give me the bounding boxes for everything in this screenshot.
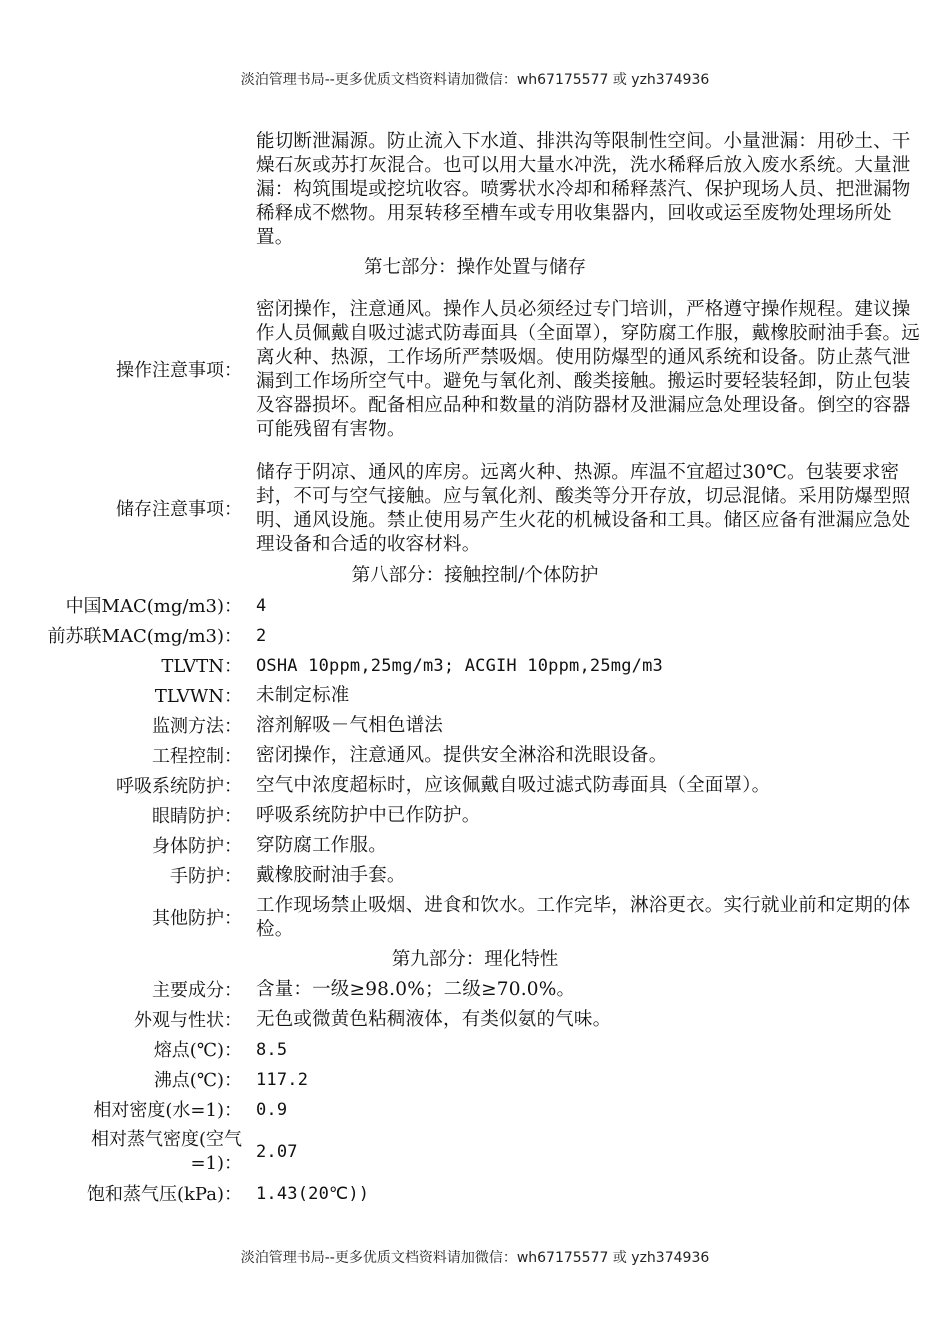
intro-row (0, 127, 950, 253)
row-label: 相对密度(水=1)： (93, 1099, 242, 1121)
property-row (0, 891, 950, 945)
section9-title: 第九部分：理化特性 (391, 949, 559, 970)
row-label: 手防护： (170, 865, 242, 887)
row-label: 前苏联MAC(mg/m3)： (47, 625, 242, 647)
property-row (0, 1095, 950, 1125)
row-label: 中国MAC(mg/m3)： (65, 595, 242, 617)
property-row (0, 975, 950, 1005)
row-value: 2.07 (256, 1142, 298, 1162)
row-label: 呼吸系统防护： (116, 775, 242, 797)
row-label: TLVTN： (161, 655, 242, 677)
property-row (0, 681, 950, 711)
property-row (0, 1005, 950, 1035)
row-value: 含量：一级≥98.0%；二级≥70.0%。 (256, 979, 576, 1000)
storage-label: 储存注意事项： (116, 498, 242, 520)
row-label: 外观与性状： (134, 1009, 242, 1031)
property-row (0, 1035, 950, 1065)
row-value: 未制定标准 (256, 685, 350, 706)
property-row (0, 1065, 950, 1095)
property-row (0, 1125, 950, 1179)
row-value: OSHA 10ppm,25mg/m3; ACGIH 10ppm,25mg/m3 (256, 656, 663, 676)
row-label: 眼睛防护： (152, 805, 242, 827)
row-value: 溶剂解吸－气相色谱法 (256, 715, 444, 736)
row-label: 工程控制： (152, 745, 242, 767)
row-label: 其他防护： (152, 907, 242, 929)
operation-label: 操作注意事项： (116, 359, 242, 381)
row-label: 饱和蒸气压(kPa)： (87, 1183, 242, 1205)
property-row (0, 1179, 950, 1209)
row-label: 相对蒸气密度(空气=1)： (90, 1129, 242, 1174)
document-body (0, 127, 950, 1209)
property-row (0, 741, 950, 771)
page-footer: 淡泊管理书局--更多优质文档资料请加微信：wh67175577 或 yzh374936 (240, 1250, 710, 1266)
row-value: 无色或微黄色粘稠液体，有类似氨的气味。 (256, 1009, 612, 1030)
row-value: 空气中浓度超标时，应该佩戴自吸过滤式防毒面具（全面罩）。 (256, 775, 771, 796)
row-value: 密闭操作，注意通风。提供安全淋浴和洗眼设备。 (256, 745, 668, 766)
operation-text: 密闭操作，注意通风。操作人员必须经过专门培训，严格遵守操作规程。建议操作人员佩戴自吸过滤式防毒面具（全面罩），穿防腐工作服，戴橡胶耐油手套。远离火种、热源，工作场所严禁吸烟。使用防爆型的通风系统和设备。防止蒸气泄漏到工作场所空气中。避免与氧化剂、酸类接触。搬运时要轻装轻卸，防止包装及容器损坏。配备相应品种和数量的消防器材及泄漏应急处理设备。倒空的容器可能残留有害物。 (256, 299, 920, 440)
page-header: 淡泊管理书局--更多优质文档资料请加微信：wh67175577 或 yzh374936 (240, 72, 710, 88)
property-row (0, 591, 950, 621)
section8-title: 第八部分：接触控制/个体防护 (351, 565, 599, 586)
row-label: 主要成分： (152, 979, 242, 1001)
property-row (0, 831, 950, 861)
section7-title: 第七部分：操作处置与储存 (363, 257, 586, 278)
row-value: 穿防腐工作服。 (256, 835, 387, 856)
row-value: 4 (256, 596, 267, 616)
property-row (0, 651, 950, 681)
row-value: 2 (256, 626, 267, 646)
storage-text: 储存于阴凉、通风的库房。远离火种、热源。库温不宜超过30℃。包装要求密封，不可与空气接触。应与氧化剂、酸类等分开存放，切忌混储。采用防爆型照明、通风设施。禁止使用易产生火花的机械设备和工具。储区应备有泄漏应急处理设备和合适的收容材料。 (256, 462, 911, 555)
row-label: TLVWN： (154, 685, 242, 707)
row-value: 戴橡胶耐油手套。 (256, 865, 406, 886)
property-row (0, 771, 950, 801)
property-row (0, 861, 950, 891)
row-value: 117.2 (256, 1070, 309, 1090)
row-label: 沸点(℃)： (153, 1069, 242, 1091)
row-value: 呼吸系统防护中已作防护。 (256, 805, 481, 826)
property-row (0, 621, 950, 651)
operation-row (0, 283, 950, 457)
row-value: 1.43(20℃)) (256, 1184, 370, 1204)
row-label: 监测方法： (152, 715, 242, 737)
intro-text: 能切断泄漏源。防止流入下水道、排洪沟等限制性空间。小量泄漏：用砂土、干燥石灰或苏打灰混合。也可以用大量水冲洗，洗水稀释后放入废水系统。大量泄漏：构筑围堤或挖坑收容。喷雾状水冷却和稀释蒸汽、保护现场人员、把泄漏物稀释成不燃物。用泵转移至槽车或专用收集器内，回收或运至废物处理场所处置。 (256, 131, 911, 248)
property-row (0, 711, 950, 741)
row-label: 熔点(℃)： (153, 1039, 242, 1061)
row-value: 0.9 (256, 1100, 288, 1120)
property-row (0, 801, 950, 831)
row-value: 8.5 (256, 1040, 288, 1060)
intro-label (0, 127, 242, 253)
row-label: 身体防护： (152, 835, 242, 857)
row-value: 工作现场禁止吸烟、进食和饮水。工作完毕，淋浴更衣。实行就业前和定期的体检。 (256, 895, 911, 940)
storage-row (0, 457, 950, 561)
